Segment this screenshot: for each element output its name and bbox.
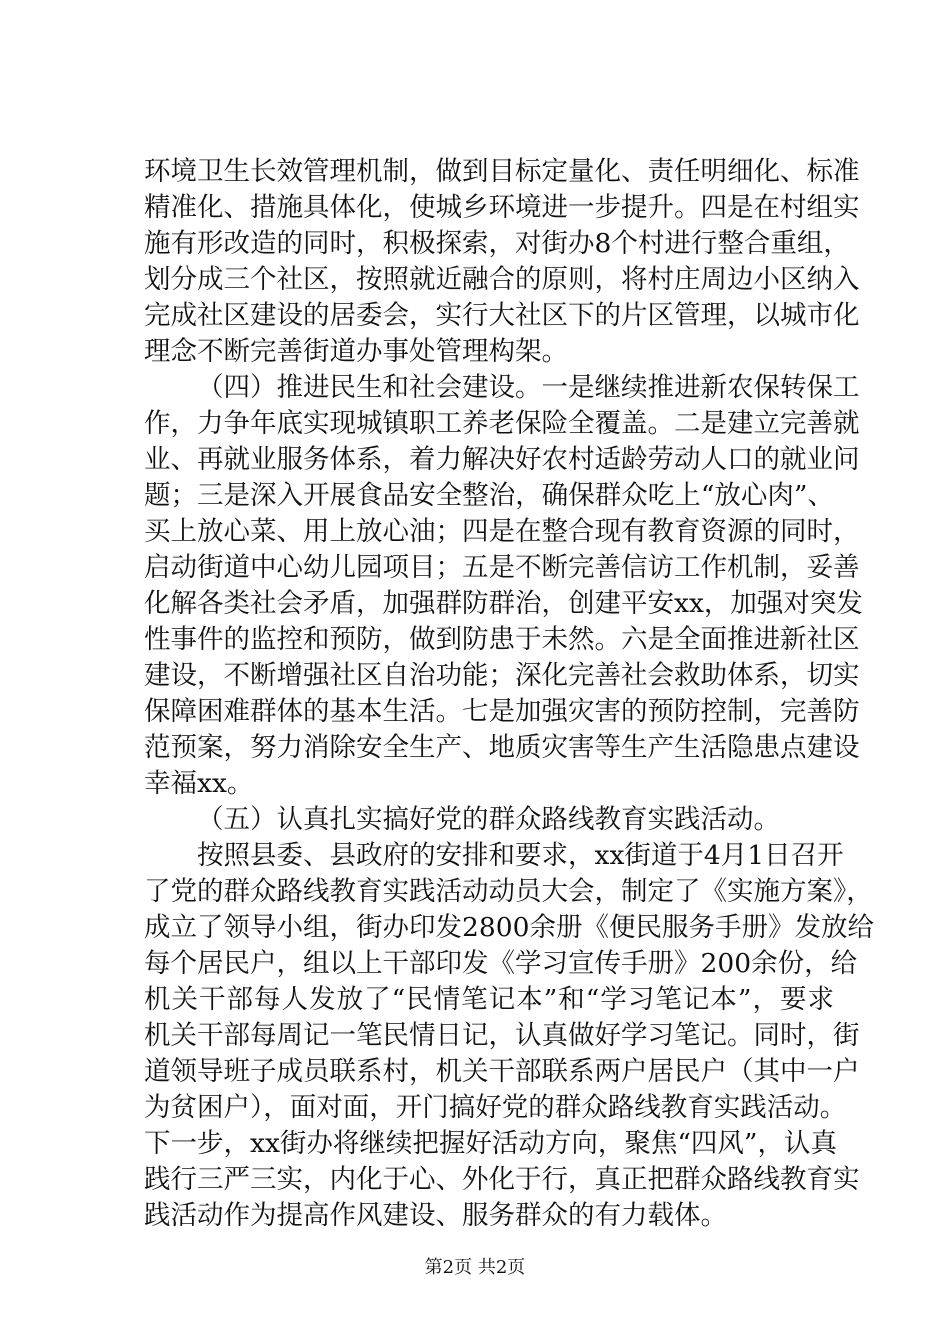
text-line: 按照县委、县政府的安排和要求，xx街道于4月1日召开 bbox=[197, 840, 844, 871]
text-line: 作，力争年底实现城镇职工养老保险全覆盖。二是建立完善就 bbox=[144, 408, 860, 439]
text-line: 保障困难群体的基本生活。七是加强灾害的预防控制，完善防 bbox=[144, 696, 860, 727]
paragraph-heading-five: （五）认真扎实搞好党的群众路线教育实践活动。 bbox=[197, 804, 780, 835]
text-line: 环境卫生长效管理机制，做到目标定量化、责任明细化、标准 bbox=[144, 156, 860, 187]
text-line: 建设，不断增强社区自治功能；深化完善社会救助体系，切实 bbox=[144, 660, 860, 691]
paragraph-heading-four: （四）推进民生和社会建设。一是继续推进新农保转保工 bbox=[197, 372, 860, 403]
text-line: 每个居民户，组以上干部印发《学习宣传手册》200余份，给 bbox=[144, 948, 858, 979]
text-line: 下一步，xx街办将继续把握好活动方向，聚焦“四风”，认真 bbox=[144, 1128, 837, 1159]
page-number-footer: 第2页 共2页 bbox=[424, 1257, 526, 1278]
text-line: 范预案，努力消除安全生产、地质灾害等生产生活隐患点建设 bbox=[144, 732, 860, 763]
text-line: 化解各类社会矛盾，加强群防群治，创建平安xx，加强对突发 bbox=[144, 588, 863, 619]
text-line: 机关干部每人发放了“民情笔记本”和“学习笔记本”，要求 bbox=[144, 984, 834, 1015]
text-line: 了党的群众路线教育实践活动动员大会，制定了《实施方案》， bbox=[144, 876, 873, 907]
text-line: 理念不断完善街道办事处管理构架。 bbox=[144, 336, 568, 367]
text-line: 启动街道中心幼儿园项目；五是不断完善信访工作机制，妥善 bbox=[144, 552, 860, 583]
text-line: 为贫困户），面对面，开门搞好党的群众路线教育实践活动。 bbox=[144, 1092, 847, 1123]
text-line: 买上放心菜、用上放心油；四是在整合现有教育资源的同时， bbox=[144, 516, 860, 547]
text-line: 完成社区建设的居委会，实行大社区下的片区管理，以城市化 bbox=[144, 300, 860, 331]
text-line: 施有形改造的同时，积极探索，对街办8个村进行整合重组， bbox=[144, 228, 850, 259]
text-line: 践行三严三实，内化于心、外化于行，真正把群众路线教育实 bbox=[144, 1164, 860, 1195]
text-line: 业、再就业服务体系，着力解决好农村适龄劳动人口的就业问 bbox=[144, 444, 860, 475]
text-line: 道领导班子成员联系村，机关干部联系两户居民户（其中一户 bbox=[144, 1056, 860, 1087]
text-line: 性事件的监控和预防，做到防患于未然。六是全面推进新社区 bbox=[144, 624, 860, 655]
text-line: 题；三是深入开展食品安全整治，确保群众吃上“放心肉”、 bbox=[144, 480, 834, 511]
text-line: 划分成三个社区，按照就近融合的原则，将村庄周边小区纳入 bbox=[144, 264, 860, 295]
text-line: 幸福xx。 bbox=[144, 768, 254, 799]
text-line: 精准化、措施具体化，使城乡环境进一步提升。四是在村组实 bbox=[144, 192, 860, 223]
text-line: 践活动作为提高作风建设、服务群众的有力载体。 bbox=[144, 1200, 727, 1231]
text-line: 机关干部每周记一笔民情日记，认真做好学习笔记。同时，街 bbox=[144, 1020, 860, 1051]
text-line: 成立了领导小组，街办印发2800余册《便民服务手册》发放给 bbox=[144, 912, 874, 943]
